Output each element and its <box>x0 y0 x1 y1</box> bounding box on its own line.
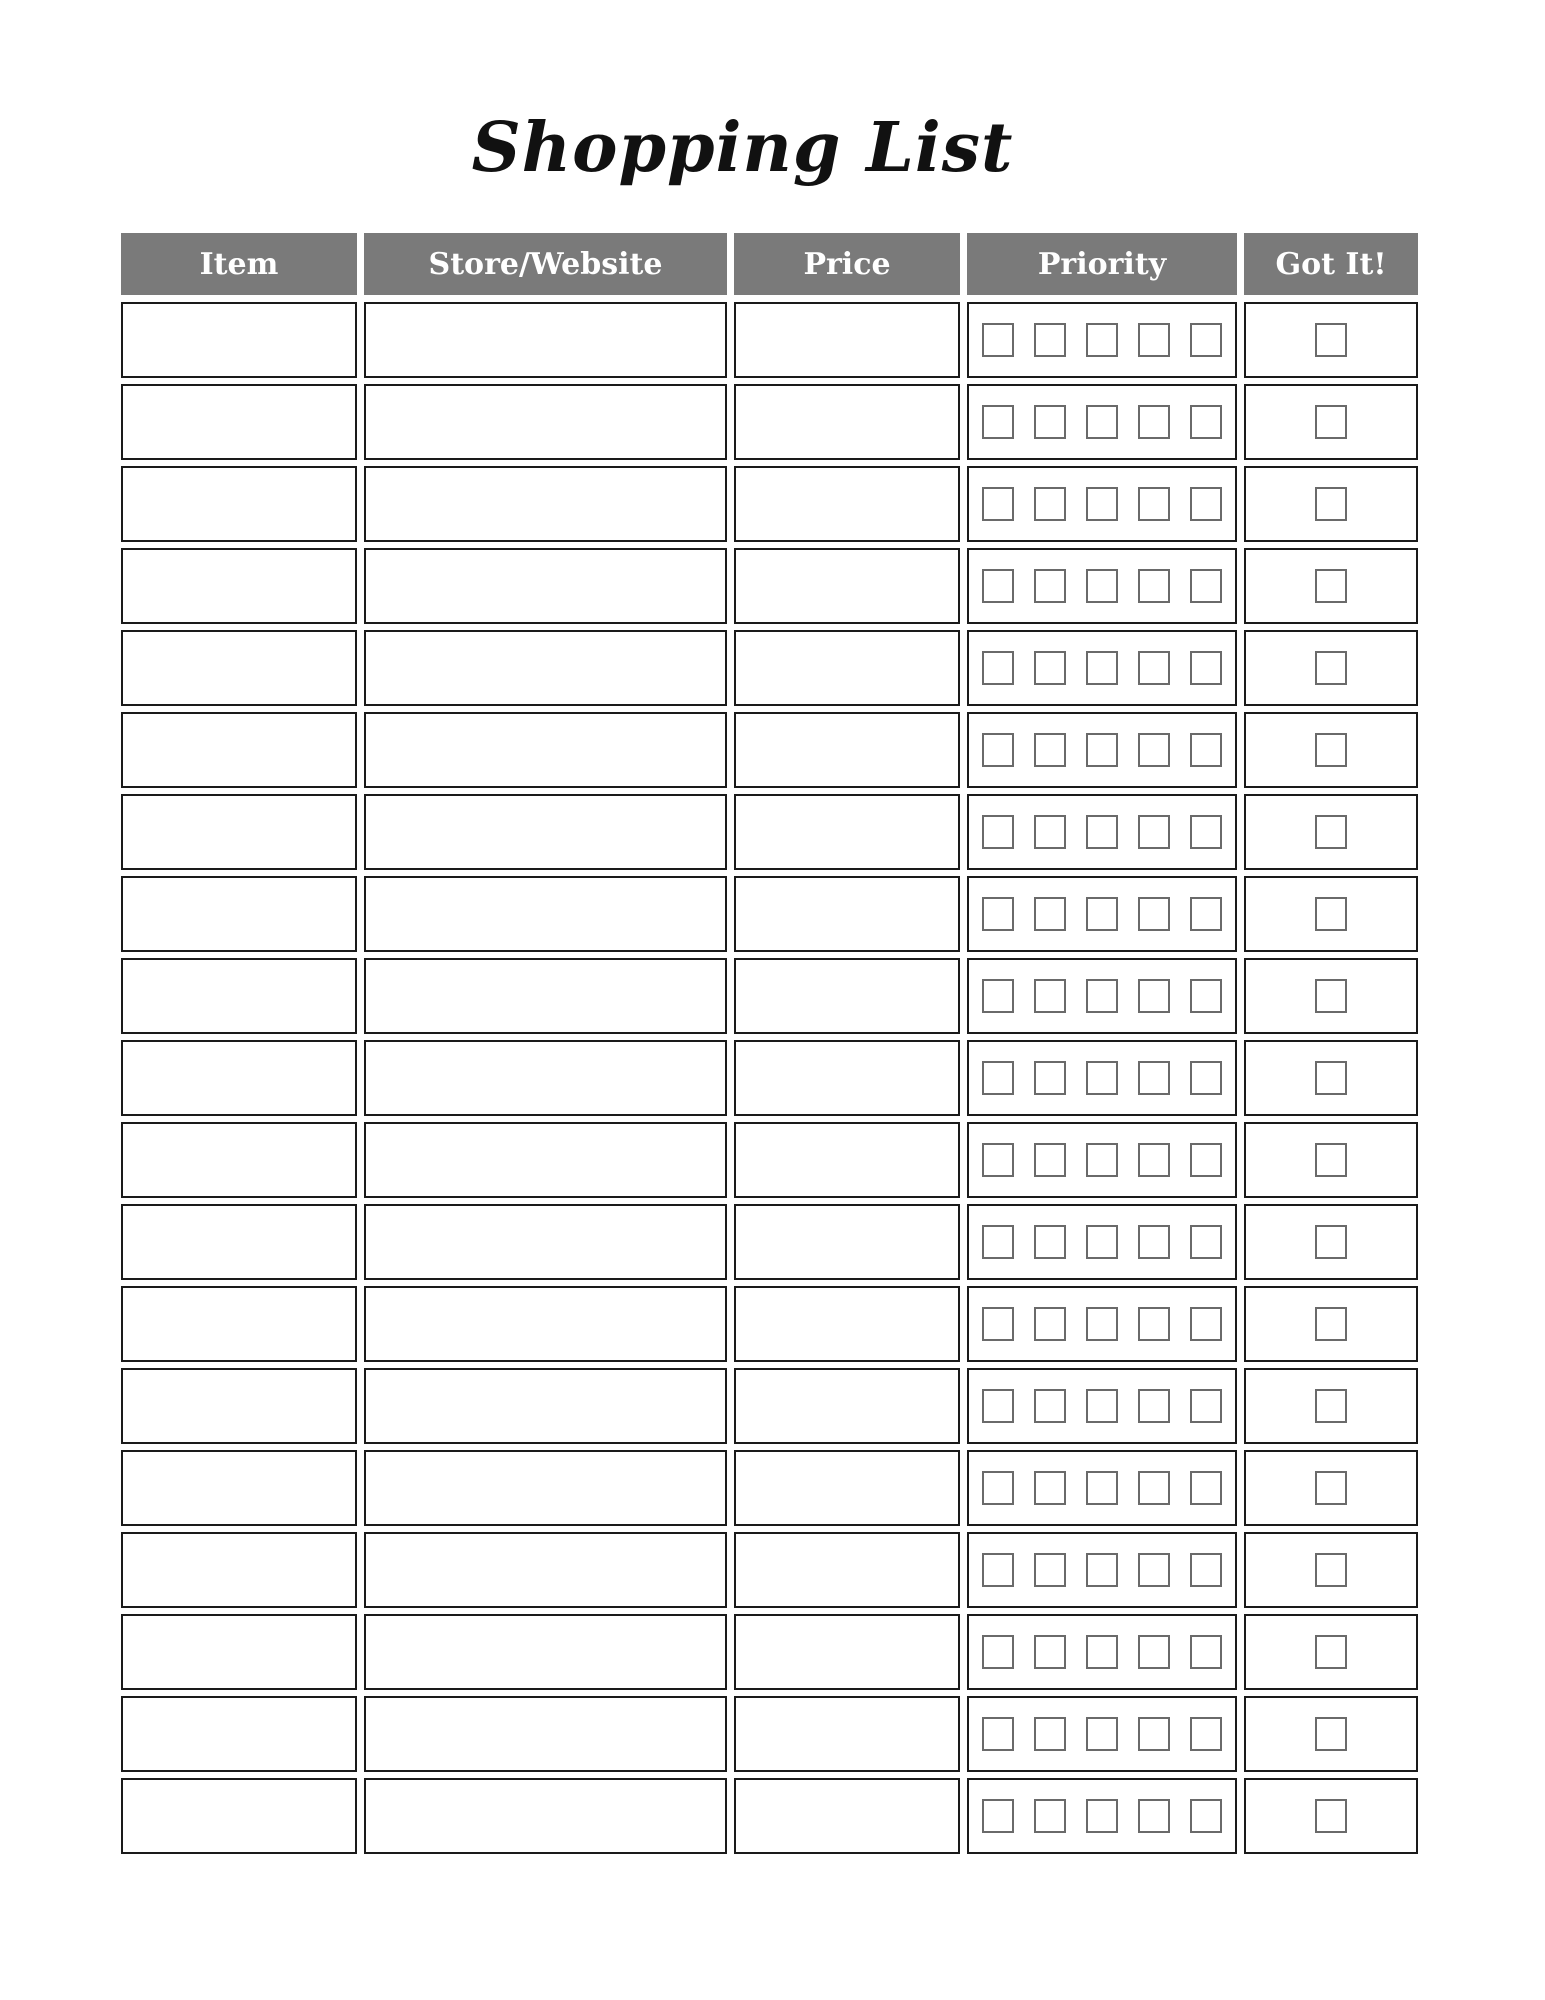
priority-checkbox[interactable] <box>1190 569 1222 603</box>
priority-checkbox[interactable] <box>1138 979 1170 1013</box>
store-website-field[interactable] <box>364 1778 727 1854</box>
priority-cell <box>967 1204 1237 1280</box>
got-it-cell <box>1244 466 1418 542</box>
column-header-item: Item <box>121 233 357 295</box>
price-field[interactable] <box>734 1696 960 1772</box>
priority-cell <box>967 548 1237 624</box>
priority-checkbox[interactable] <box>1138 1389 1170 1423</box>
got-it-checkbox[interactable] <box>1315 1717 1347 1751</box>
priority-cell <box>967 958 1237 1034</box>
priority-checkbox[interactable] <box>982 487 1014 521</box>
got-it-checkbox[interactable] <box>1315 1143 1347 1177</box>
priority-cell <box>967 384 1237 460</box>
priority-checkbox[interactable] <box>1190 1307 1222 1341</box>
got-it-cell <box>1244 1450 1418 1526</box>
priority-checkbox[interactable] <box>1190 1799 1222 1833</box>
priority-checkbox[interactable] <box>1190 815 1222 849</box>
priority-checkbox[interactable] <box>982 405 1014 439</box>
priority-checkbox[interactable] <box>1190 1635 1222 1669</box>
got-it-cell <box>1244 384 1418 460</box>
got-it-cell <box>1244 876 1418 952</box>
priority-cell <box>967 794 1237 870</box>
got-it-cell <box>1244 302 1418 378</box>
got-it-cell <box>1244 1204 1418 1280</box>
priority-checkbox[interactable] <box>1086 1389 1118 1423</box>
got-it-checkbox[interactable] <box>1315 569 1347 603</box>
store-website-field[interactable] <box>364 630 727 706</box>
item-field[interactable] <box>121 630 357 706</box>
priority-checkbox[interactable] <box>1034 405 1066 439</box>
priority-checkbox[interactable] <box>1086 569 1118 603</box>
priority-checkbox[interactable] <box>1138 1799 1170 1833</box>
got-it-checkbox[interactable] <box>1315 1061 1347 1095</box>
got-it-checkbox[interactable] <box>1315 979 1347 1013</box>
priority-checkbox[interactable] <box>1086 815 1118 849</box>
item-field[interactable] <box>121 712 357 788</box>
priority-cell <box>967 630 1237 706</box>
priority-checkbox[interactable] <box>1190 1717 1222 1751</box>
price-field[interactable] <box>734 1532 960 1608</box>
priority-checkbox[interactable] <box>982 897 1014 931</box>
got-it-checkbox[interactable] <box>1315 815 1347 849</box>
got-it-cell <box>1244 548 1418 624</box>
store-website-field[interactable] <box>364 548 727 624</box>
priority-checkbox[interactable] <box>982 1635 1014 1669</box>
priority-checkbox[interactable] <box>1086 1799 1118 1833</box>
priority-cell <box>967 1696 1237 1772</box>
store-website-field[interactable] <box>364 1122 727 1198</box>
got-it-cell <box>1244 1614 1418 1690</box>
column-header-priority: Priority <box>967 233 1237 295</box>
store-website-field[interactable] <box>364 794 727 870</box>
priority-checkbox[interactable] <box>1086 733 1118 767</box>
priority-checkbox[interactable] <box>1190 323 1222 357</box>
priority-checkbox[interactable] <box>1034 1143 1066 1177</box>
priority-checkbox[interactable] <box>1138 1061 1170 1095</box>
priority-cell <box>967 1614 1237 1690</box>
got-it-checkbox[interactable] <box>1315 487 1347 521</box>
priority-checkbox[interactable] <box>1138 569 1170 603</box>
item-field[interactable] <box>121 384 357 460</box>
priority-cell <box>967 1532 1237 1608</box>
priority-checkbox[interactable] <box>1138 1225 1170 1259</box>
priority-checkbox[interactable] <box>982 1471 1014 1505</box>
priority-checkbox[interactable] <box>1086 1061 1118 1095</box>
priority-checkbox[interactable] <box>1138 1717 1170 1751</box>
item-field[interactable] <box>121 1450 357 1526</box>
store-website-field[interactable] <box>364 958 727 1034</box>
priority-checkbox[interactable] <box>1138 1471 1170 1505</box>
priority-checkbox[interactable] <box>1034 1225 1066 1259</box>
store-website-field[interactable] <box>364 1696 727 1772</box>
priority-checkbox[interactable] <box>1034 1717 1066 1751</box>
store-website-field[interactable] <box>364 466 727 542</box>
priority-cell <box>967 302 1237 378</box>
got-it-checkbox[interactable] <box>1315 1389 1347 1423</box>
priority-checkbox[interactable] <box>1034 1799 1066 1833</box>
store-website-field[interactable] <box>364 876 727 952</box>
item-field[interactable] <box>121 466 357 542</box>
priority-checkbox[interactable] <box>982 569 1014 603</box>
price-field[interactable] <box>734 548 960 624</box>
got-it-checkbox[interactable] <box>1315 1307 1347 1341</box>
priority-checkbox[interactable] <box>1034 1061 1066 1095</box>
priority-checkbox[interactable] <box>1190 897 1222 931</box>
column-header-store-website: Store/Website <box>364 233 727 295</box>
priority-checkbox[interactable] <box>982 815 1014 849</box>
priority-checkbox[interactable] <box>1138 1307 1170 1341</box>
priority-checkbox[interactable] <box>1190 1389 1222 1423</box>
priority-cell <box>967 712 1237 788</box>
priority-checkbox[interactable] <box>1034 1307 1066 1341</box>
store-website-field[interactable] <box>364 1040 727 1116</box>
priority-checkbox[interactable] <box>1190 405 1222 439</box>
priority-checkbox[interactable] <box>1190 733 1222 767</box>
price-field[interactable] <box>734 1040 960 1116</box>
item-field[interactable] <box>121 958 357 1034</box>
priority-cell <box>967 1778 1237 1854</box>
priority-checkbox[interactable] <box>1034 733 1066 767</box>
item-field[interactable] <box>121 1122 357 1198</box>
store-website-field[interactable] <box>364 1286 727 1362</box>
price-field[interactable] <box>734 466 960 542</box>
got-it-checkbox[interactable] <box>1315 1553 1347 1587</box>
priority-checkbox[interactable] <box>1138 1635 1170 1669</box>
got-it-checkbox[interactable] <box>1315 1225 1347 1259</box>
item-field[interactable] <box>121 302 357 378</box>
price-field[interactable] <box>734 1778 960 1854</box>
priority-checkbox[interactable] <box>1190 1225 1222 1259</box>
priority-checkbox[interactable] <box>1086 1635 1118 1669</box>
item-field[interactable] <box>121 1614 357 1690</box>
price-field[interactable] <box>734 630 960 706</box>
item-field[interactable] <box>121 1532 357 1608</box>
priority-checkbox[interactable] <box>982 733 1014 767</box>
priority-checkbox[interactable] <box>1138 651 1170 685</box>
priority-checkbox[interactable] <box>982 1389 1014 1423</box>
column-header-got-it: Got It! <box>1244 233 1418 295</box>
got-it-cell <box>1244 712 1418 788</box>
item-field[interactable] <box>121 1778 357 1854</box>
store-website-field[interactable] <box>364 1368 727 1444</box>
got-it-cell <box>1244 1286 1418 1362</box>
priority-checkbox[interactable] <box>1086 1143 1118 1177</box>
store-website-field[interactable] <box>364 1532 727 1608</box>
priority-checkbox[interactable] <box>1034 815 1066 849</box>
priority-checkbox[interactable] <box>1034 1389 1066 1423</box>
priority-checkbox[interactable] <box>1086 1553 1118 1587</box>
item-field[interactable] <box>121 876 357 952</box>
priority-checkbox[interactable] <box>1138 487 1170 521</box>
got-it-cell <box>1244 794 1418 870</box>
store-website-field[interactable] <box>364 302 727 378</box>
priority-checkbox[interactable] <box>1138 405 1170 439</box>
priority-checkbox[interactable] <box>1086 1471 1118 1505</box>
item-field[interactable] <box>121 1696 357 1772</box>
priority-cell <box>967 1122 1237 1198</box>
priority-checkbox[interactable] <box>1138 1553 1170 1587</box>
price-field[interactable] <box>734 876 960 952</box>
priority-checkbox[interactable] <box>1034 1471 1066 1505</box>
priority-checkbox[interactable] <box>982 1061 1014 1095</box>
priority-checkbox[interactable] <box>1086 897 1118 931</box>
priority-checkbox[interactable] <box>1034 487 1066 521</box>
priority-cell <box>967 1286 1237 1362</box>
priority-checkbox[interactable] <box>1190 487 1222 521</box>
store-website-field[interactable] <box>364 1450 727 1526</box>
priority-checkbox[interactable] <box>1138 1143 1170 1177</box>
item-field[interactable] <box>121 548 357 624</box>
store-website-field[interactable] <box>364 1614 727 1690</box>
store-website-field[interactable] <box>364 384 727 460</box>
priority-checkbox[interactable] <box>982 651 1014 685</box>
priority-checkbox[interactable] <box>1034 897 1066 931</box>
got-it-checkbox[interactable] <box>1315 651 1347 685</box>
priority-checkbox[interactable] <box>1086 1717 1118 1751</box>
priority-checkbox[interactable] <box>1086 1307 1118 1341</box>
got-it-cell <box>1244 630 1418 706</box>
item-field[interactable] <box>121 794 357 870</box>
item-field[interactable] <box>121 1204 357 1280</box>
priority-checkbox[interactable] <box>1138 323 1170 357</box>
got-it-cell <box>1244 1368 1418 1444</box>
priority-checkbox[interactable] <box>1034 1553 1066 1587</box>
priority-checkbox[interactable] <box>1086 323 1118 357</box>
priority-cell <box>967 1450 1237 1526</box>
got-it-checkbox[interactable] <box>1315 1471 1347 1505</box>
priority-checkbox[interactable] <box>982 1225 1014 1259</box>
priority-checkbox[interactable] <box>1034 651 1066 685</box>
priority-checkbox[interactable] <box>1190 1061 1222 1095</box>
priority-checkbox[interactable] <box>1190 1471 1222 1505</box>
priority-cell <box>967 876 1237 952</box>
got-it-checkbox[interactable] <box>1315 897 1347 931</box>
priority-checkbox[interactable] <box>1034 569 1066 603</box>
price-field[interactable] <box>734 384 960 460</box>
price-field[interactable] <box>734 1122 960 1198</box>
priority-checkbox[interactable] <box>982 323 1014 357</box>
shopping-list-table <box>121 233 1419 1860</box>
priority-checkbox[interactable] <box>1086 405 1118 439</box>
priority-checkbox[interactable] <box>1138 815 1170 849</box>
got-it-cell <box>1244 1122 1418 1198</box>
price-field[interactable] <box>734 1368 960 1444</box>
price-field[interactable] <box>734 1614 960 1690</box>
priority-checkbox[interactable] <box>1086 487 1118 521</box>
column-header-price: Price <box>734 233 960 295</box>
got-it-checkbox[interactable] <box>1315 1635 1347 1669</box>
priority-checkbox[interactable] <box>1190 651 1222 685</box>
got-it-checkbox[interactable] <box>1315 1799 1347 1833</box>
got-it-cell <box>1244 1532 1418 1608</box>
got-it-cell <box>1244 1778 1418 1854</box>
priority-checkbox[interactable] <box>1190 1553 1222 1587</box>
item-field[interactable] <box>121 1040 357 1116</box>
price-field[interactable] <box>734 302 960 378</box>
priority-checkbox[interactable] <box>1190 1143 1222 1177</box>
price-field[interactable] <box>734 1450 960 1526</box>
item-field[interactable] <box>121 1368 357 1444</box>
got-it-checkbox[interactable] <box>1315 323 1347 357</box>
store-website-field[interactable] <box>364 712 727 788</box>
priority-checkbox[interactable] <box>1086 651 1118 685</box>
got-it-checkbox[interactable] <box>1315 733 1347 767</box>
price-field[interactable] <box>734 958 960 1034</box>
page-title: Shopping List <box>471 108 1014 188</box>
priority-checkbox[interactable] <box>1034 323 1066 357</box>
priority-cell <box>967 1040 1237 1116</box>
price-field[interactable] <box>734 712 960 788</box>
priority-checkbox[interactable] <box>982 1307 1014 1341</box>
priority-cell <box>967 466 1237 542</box>
priority-checkbox[interactable] <box>1086 1225 1118 1259</box>
got-it-cell <box>1244 958 1418 1034</box>
priority-checkbox[interactable] <box>1190 979 1222 1013</box>
priority-checkbox[interactable] <box>982 1717 1014 1751</box>
got-it-cell <box>1244 1696 1418 1772</box>
priority-checkbox[interactable] <box>1086 979 1118 1013</box>
priority-checkbox[interactable] <box>982 979 1014 1013</box>
priority-checkbox[interactable] <box>1034 979 1066 1013</box>
store-website-field[interactable] <box>364 1204 727 1280</box>
priority-checkbox[interactable] <box>982 1799 1014 1833</box>
priority-checkbox[interactable] <box>1034 1635 1066 1669</box>
item-field[interactable] <box>121 1286 357 1362</box>
priority-checkbox[interactable] <box>982 1143 1014 1177</box>
priority-checkbox[interactable] <box>1138 733 1170 767</box>
got-it-checkbox[interactable] <box>1315 405 1347 439</box>
priority-cell <box>967 1368 1237 1444</box>
price-field[interactable] <box>734 1204 960 1280</box>
price-field[interactable] <box>734 1286 960 1362</box>
price-field[interactable] <box>734 794 960 870</box>
priority-checkbox[interactable] <box>1138 897 1170 931</box>
got-it-cell <box>1244 1040 1418 1116</box>
priority-checkbox[interactable] <box>982 1553 1014 1587</box>
